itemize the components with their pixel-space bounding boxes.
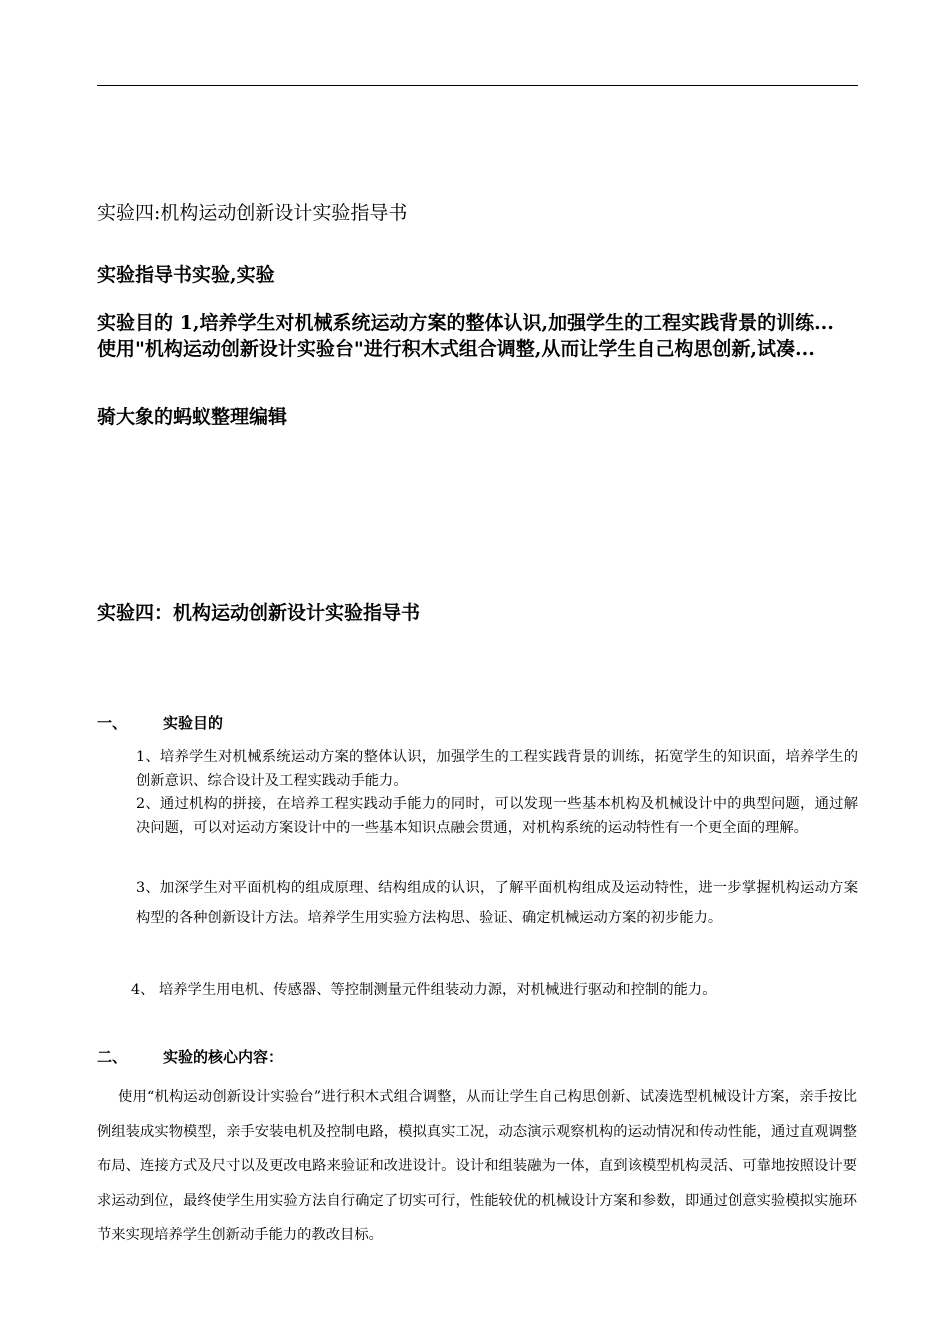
section-2-title: 实验的核心内容：	[163, 1048, 284, 1066]
document-subtitle: 实验指导书实验,实验	[97, 264, 275, 286]
document-summary: 实验目的 1,培养学生对机械系统运动方案的整体认识,加强学生的工程实践背景的训练... 使用"机构运动创新设计实验台"进行积木式组合调整,从而让学生自己构思创新,试凑...	[97, 312, 834, 360]
section-2-heading	[97, 1046, 283, 1067]
objective-item-2: 2、通过机构的拼接，在培养工程实践动手能力的同时，可以发现一些基本机构及机械设计中的典型问题，通过解决问题，可以对运动方案设计中的一些基本知识点融会贯通，对机构系统的运动特性有一个更全面的理解。	[136, 796, 858, 836]
section-2-body: 使用“机构运动创新设计实验台”进行积木式组合调整，从而让学生自己构思创新、试凑选型机械设计方案，亲手按比例组装成实物模型，亲手安装电机及控制电路，模拟真实工况，动态演示观察机构的运动情况和传动性能，通过直观调整布局、连接方式及尺寸以及更改电路来验证和改进设计。设计和组装融为一体，直到该模型机构灵活、可靠地按照设计要求运动到位，最终使学生用实验方法自行确定了切实可行，性能较优的机械设计方案和参数，即通过创意实验模拟实施环节来实现培养学生创新动手能力的教改目标。	[97, 1089, 857, 1243]
section-1-heading	[97, 712, 223, 733]
main-title: 实验四：机构运动创新设计实验指导书	[97, 602, 421, 624]
section-2-number: 二、	[97, 1048, 128, 1066]
author-line: 骑大象的蚂蚁整理编辑	[97, 406, 288, 428]
objective-item-1: 1、培养学生对机械系统运动方案的整体认识，加强学生的工程实践背景的训练，拓宽学生的知识面，培养学生的创新意识、综合设计及工程实践动手能力。	[136, 749, 858, 789]
objective-item-3: 3、加深学生对平面机构的组成原理、结构组成的认识，了解平面机构组成及运动特性，进一步掌握机构运动方案构型的各种创新设计方法。培养学生用实验方法构思、验证、确定机械运动方案的初步能力。	[136, 880, 858, 926]
objective-item-4: 4、 培养学生用电机、传感器、等控制测量元件组装动力源，对机械进行驱动和控制的能力。	[131, 982, 717, 998]
document-title: 实验四:机构运动创新设计实验指导书	[97, 202, 408, 224]
section-1-number: 一、	[97, 714, 128, 732]
section-1-title: 实验目的	[163, 714, 224, 732]
header-rule	[97, 85, 858, 86]
